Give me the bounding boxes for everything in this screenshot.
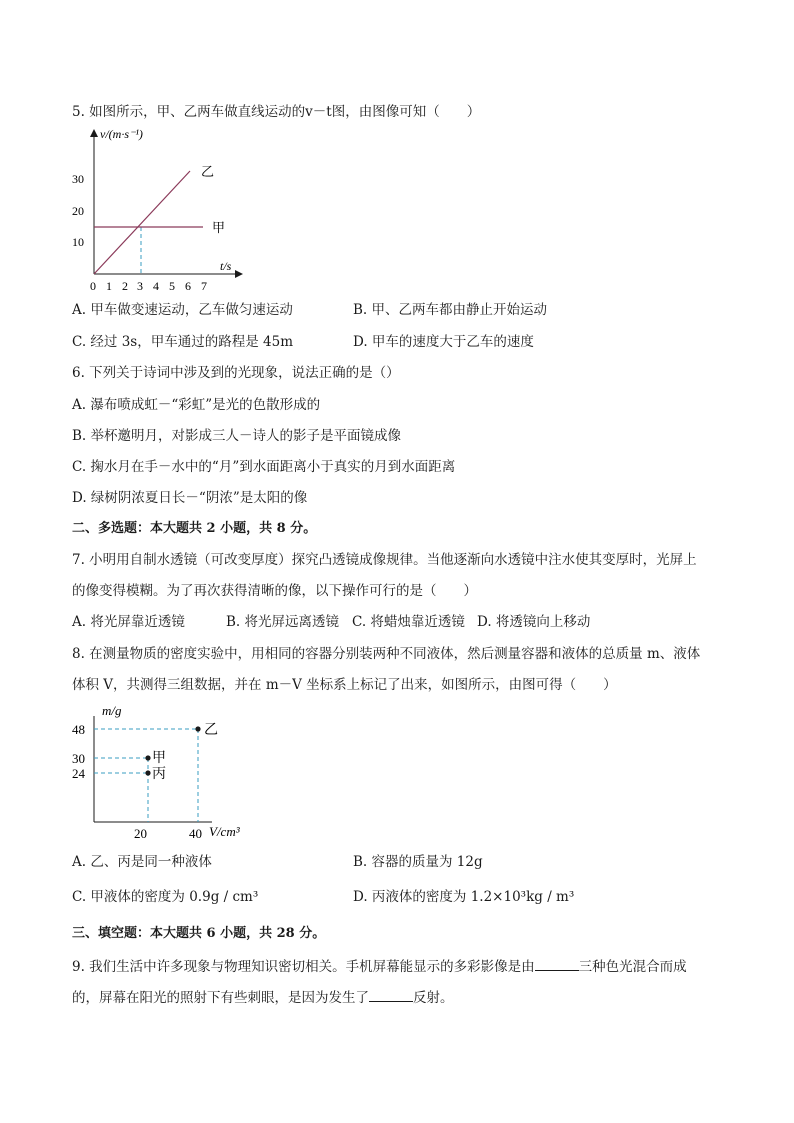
q5-x-tick-4: 4: [153, 279, 159, 293]
q7-stem-line2: 的像变得模糊。为了再次获得清晰的像，以下操作可行的是（ ）: [72, 583, 477, 599]
q5-line-yi-label: 乙: [201, 164, 215, 179]
q5-option-a: A. 甲车做变速运动，乙车做匀速运动: [72, 302, 293, 318]
q9-blank-1[interactable]: [535, 957, 579, 971]
q8-y-tick-48: 48: [72, 722, 85, 737]
q5-y-tick-10: 10: [72, 235, 84, 249]
q5-option-c: C. 经过 3s，甲车通过的路程是 45m: [72, 334, 294, 350]
q8-point-bing-label: 丙: [152, 767, 166, 782]
q6-option-c: C. 掬水月在手－水中的“月”到水面距离小于真实的月到水面距离: [72, 459, 456, 475]
section-3-heading: 三、填空题：本大题共 6 小题，共 28 分。: [72, 926, 326, 941]
q5-x-tick-0: 0: [90, 279, 96, 293]
q5-x-tick-1: 1: [106, 279, 112, 293]
q8-point-jia-label: 甲: [152, 751, 166, 766]
q5-x-tick-6: 6: [185, 279, 191, 293]
q6-stem: 6. 下列关于诗词中涉及到的光现象，说法正确的是（）: [72, 365, 400, 381]
q8-x-tick-40: 40: [189, 826, 202, 841]
q8-x-tick-20: 20: [134, 826, 147, 841]
q9-line2: [72, 988, 454, 1007]
q5-y-tick-20: 20: [72, 204, 84, 218]
q5-stem: 5. 如图所示，甲、乙两车做直线运动的v－t图，由图像可知（ ）: [72, 104, 481, 120]
q8-stem-line2: 体积 V，共测得三组数据，并在 m－V 坐标系上标记了出来，如图所示，由图可得（ ）: [72, 677, 617, 693]
q6-option-b: B. 举杯邀明月，对影成三人－诗人的影子是平面镜成像: [72, 428, 402, 444]
q5-x-tick-2: 2: [122, 279, 128, 293]
q8-point-yi-label: 乙: [204, 723, 218, 738]
q5-x-tick-5: 5: [169, 279, 175, 293]
q9-line2-text-a: 的，屏幕在阳光的照射下有些刺眼，是因为发生了: [72, 990, 369, 1006]
q9-blank-2[interactable]: [369, 988, 413, 1002]
q8-option-a: A. 乙、丙是同一种液体: [72, 854, 212, 870]
q5-option-d: D. 甲车的速度大于乙车的速度: [353, 334, 534, 350]
q7-stem-line1: 7. 小明用自制水透镜（可改变厚度）探究凸透镜成像规律。当他逐渐向水透镜中注水使其变厚时，光屏上: [72, 552, 697, 568]
q8-y-tick-30: 30: [72, 751, 85, 766]
q8-option-c: C. 甲液体的密度为 0.9g / cm³: [72, 889, 259, 905]
q6-option-d: D. 绿树阴浓夏日长－“阴浓”是太阳的像: [72, 490, 308, 506]
section-2-heading: 二、多选题：本大题共 2 小题，共 8 分。: [72, 521, 317, 536]
q7-option-b: B. 将光屏远离透镜: [226, 614, 340, 630]
q7-option-c: C. 将蜡烛靠近透镜: [352, 614, 465, 630]
q5-line-jia-label: 甲: [212, 220, 226, 235]
q9-line1: [72, 957, 687, 976]
q6-option-a: A. 瀑布喷成虹－“彩虹”是光的色散形成的: [72, 397, 321, 413]
q9-line2-text-b: 反射。: [413, 990, 454, 1006]
q8-y-axis-label: m/g: [102, 703, 122, 718]
q9-line1-text-a: 9. 我们生活中许多现象与物理知识密切相关。手机屏幕能显示的多彩影像是由: [72, 959, 535, 975]
q5-x-tick-7: 7: [201, 279, 207, 293]
q8-y-tick-24: 24: [72, 766, 85, 781]
q9-line1-text-b: 三种色光混合而成: [578, 959, 687, 975]
q8-option-b: B. 容器的质量为 12g: [353, 854, 483, 870]
q5-y-tick-30: 30: [72, 172, 84, 186]
q8-point-jia: [145, 755, 150, 760]
q8-option-d: D. 丙液体的密度为 1.2×10³kg / m³: [353, 889, 575, 905]
q5-x-axis-label: t/s: [220, 259, 232, 273]
q8-x-axis-label: V/cm³: [209, 824, 240, 839]
q5-vt-chart: [66, 124, 246, 294]
q5-x-tick-3: 3: [137, 279, 143, 293]
q8-point-bing: [145, 770, 150, 775]
q7-option-a: A. 将光屏靠近透镜: [72, 614, 185, 630]
q7-option-d: D. 将透镜向上移动: [477, 614, 591, 630]
q5-y-axis-label: v/(m·s⁻¹): [100, 127, 143, 141]
q5-line-yi: [94, 171, 190, 274]
q5-option-b: B. 甲、乙两车都由静止开始运动: [353, 302, 548, 318]
q8-point-yi: [195, 726, 200, 731]
q8-mv-chart: [66, 700, 256, 846]
q8-stem-line1: 8. 在测量物质的密度实验中，用相同的容器分别装两种不同液体，然后测量容器和液体的总质量 m、液体: [72, 646, 701, 662]
